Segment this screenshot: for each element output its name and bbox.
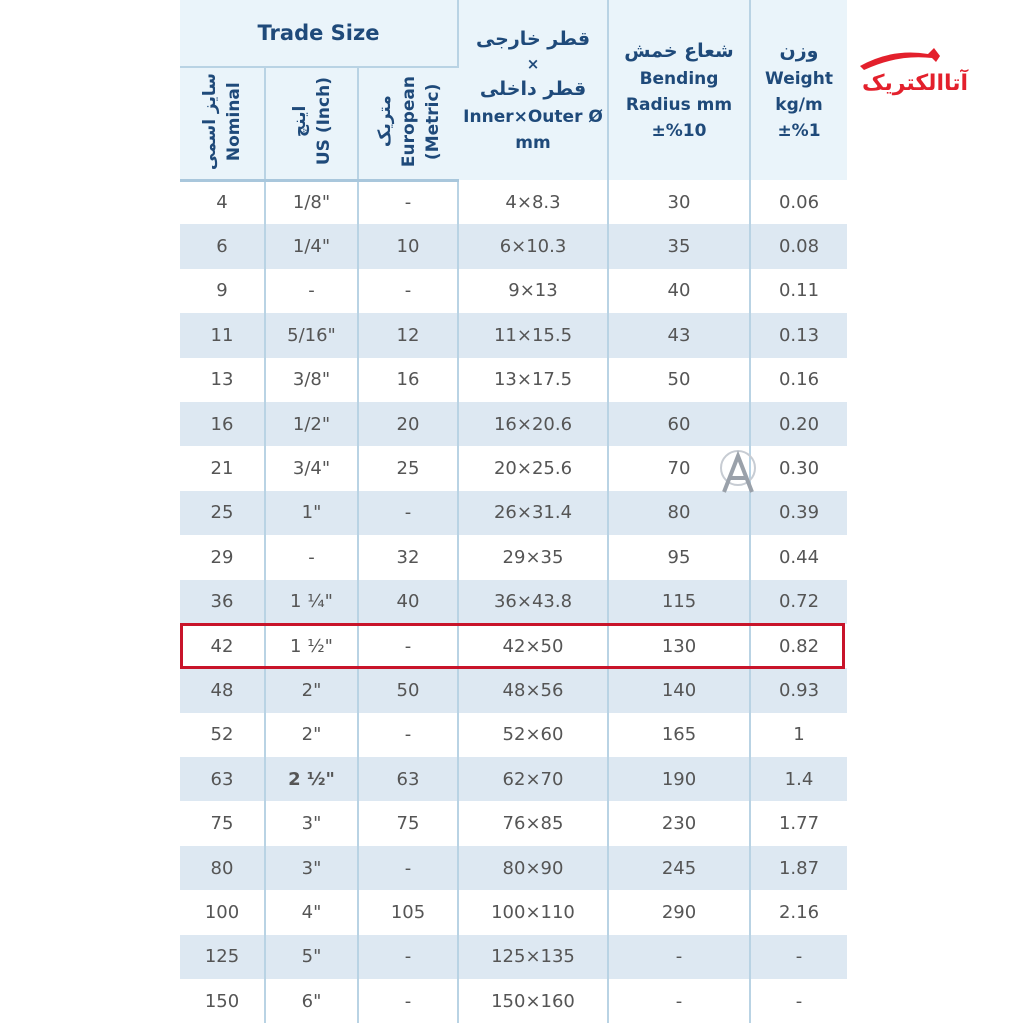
table-row-highlighted xyxy=(180,624,847,668)
logo-swoosh xyxy=(860,48,940,70)
cell-nominal: 80 xyxy=(180,846,265,890)
cell-diameter: 9×13 xyxy=(458,269,608,313)
cell-nominal: 13 xyxy=(180,358,265,402)
table-row xyxy=(180,713,847,757)
cell-nominal: 125 xyxy=(180,935,265,979)
cell-nominal: 150 xyxy=(180,979,265,1023)
cell-bending: 80 xyxy=(608,491,750,535)
watermark-icon xyxy=(708,444,768,500)
cell-bending: 50 xyxy=(608,358,750,402)
cell-diameter: 52×60 xyxy=(458,713,608,757)
metric-header-label xyxy=(373,76,445,167)
weight-en-label: Weight xyxy=(765,69,833,89)
cell-bending: 140 xyxy=(608,668,750,712)
cell-nominal: 6 xyxy=(180,224,265,268)
cell-weight: 1 xyxy=(750,713,847,757)
us-fa-label: اینچ xyxy=(289,105,310,137)
cell-weight: 0.11 xyxy=(750,269,847,313)
table-row xyxy=(180,535,847,579)
table-row xyxy=(180,224,847,268)
cell-weight: 1.77 xyxy=(750,801,847,845)
cell-us: 1" xyxy=(265,491,358,535)
weight-en-unit: kg/m xyxy=(775,95,823,115)
table-row xyxy=(180,313,847,357)
diameter-en-label: Inner×Outer Ø xyxy=(463,107,603,127)
table-row xyxy=(180,801,847,845)
cell-weight: 0.13 xyxy=(750,313,847,357)
cell-us: - xyxy=(265,535,358,579)
cell-metric: - xyxy=(358,491,458,535)
cell-us: 5/16" xyxy=(265,313,358,357)
cell-nominal: 100 xyxy=(180,890,265,934)
cell-weight: 0.30 xyxy=(750,446,847,490)
cell-us: 3" xyxy=(265,801,358,845)
cell-us: 1 ¼" xyxy=(265,580,358,624)
cell-diameter: 62×70 xyxy=(458,757,608,801)
table-row xyxy=(180,979,847,1023)
table-row xyxy=(180,757,847,801)
cell-weight: 0.82 xyxy=(750,624,847,668)
weight-fa-label: وزن xyxy=(779,40,819,62)
cell-weight: 0.20 xyxy=(750,402,847,446)
table-row xyxy=(180,402,847,446)
cell-weight: 2.16 xyxy=(750,890,847,934)
cell-metric: 25 xyxy=(358,446,458,490)
cell-nominal: 48 xyxy=(180,668,265,712)
diameter-fa-inner: قطر داخلی xyxy=(479,78,587,100)
table-row xyxy=(180,668,847,712)
cell-metric: 20 xyxy=(358,402,458,446)
metric-fa-label: متریک xyxy=(374,95,395,148)
cell-diameter: 11×15.5 xyxy=(458,313,608,357)
cell-bending: 190 xyxy=(608,757,750,801)
cell-bending: 230 xyxy=(608,801,750,845)
cell-metric: - xyxy=(358,269,458,313)
cell-nominal: 4 xyxy=(180,180,265,224)
cell-diameter: 42×50 xyxy=(458,624,608,668)
cell-us: 5" xyxy=(265,935,358,979)
cell-weight: 0.44 xyxy=(750,535,847,579)
cell-diameter: 26×31.4 xyxy=(458,491,608,535)
cell-us: 3/8" xyxy=(265,358,358,402)
cell-bending: 290 xyxy=(608,890,750,934)
cell-bending: 165 xyxy=(608,713,750,757)
weight-en-tolerance: ±%1 xyxy=(777,121,821,141)
cell-nominal: 75 xyxy=(180,801,265,845)
cell-diameter: 4×8.3 xyxy=(458,180,608,224)
cell-nominal: 52 xyxy=(180,713,265,757)
cell-metric: - xyxy=(358,180,458,224)
nominal-header-label xyxy=(198,73,246,170)
cell-weight: 0.06 xyxy=(750,180,847,224)
cell-us: 1/2" xyxy=(265,402,358,446)
cell-metric: 40 xyxy=(358,580,458,624)
spec-table-body xyxy=(180,180,847,1023)
metric-en-sublabel: (Metric) xyxy=(422,82,443,160)
cell-weight: 0.93 xyxy=(750,668,847,712)
nominal-en-label: Nominal xyxy=(224,81,244,161)
cell-weight: 1.4 xyxy=(750,757,847,801)
cell-nominal: 29 xyxy=(180,535,265,579)
cell-diameter: 125×135 xyxy=(458,935,608,979)
nominal-header xyxy=(180,67,265,180)
cell-bending: 40 xyxy=(608,269,750,313)
cell-us: 1/4" xyxy=(265,224,358,268)
cell-us: 1 ½" xyxy=(265,624,358,668)
table-row xyxy=(180,890,847,934)
cell-nominal: 25 xyxy=(180,491,265,535)
cell-metric: 12 xyxy=(358,313,458,357)
bending-header xyxy=(608,0,750,180)
cell-nominal: 21 xyxy=(180,446,265,490)
cell-us: - xyxy=(265,269,358,313)
table-row xyxy=(180,269,847,313)
cell-metric: 10 xyxy=(358,224,458,268)
cell-bending: 43 xyxy=(608,313,750,357)
cell-bending: - xyxy=(608,979,750,1023)
cell-metric: 16 xyxy=(358,358,458,402)
cell-metric: - xyxy=(358,624,458,668)
cell-weight: - xyxy=(750,935,847,979)
cell-us: 3/4" xyxy=(265,446,358,490)
conduit-spec-table xyxy=(180,0,847,1023)
cell-us: 1/8" xyxy=(265,180,358,224)
bending-en-tolerance: ±%10 xyxy=(651,121,707,141)
cell-nominal: 36 xyxy=(180,580,265,624)
cell-metric: - xyxy=(358,979,458,1023)
us-inch-header xyxy=(265,67,358,180)
cell-weight: - xyxy=(750,979,847,1023)
cell-diameter: 29×35 xyxy=(458,535,608,579)
cell-us: 4" xyxy=(265,890,358,934)
cell-weight: 0.39 xyxy=(750,491,847,535)
cell-diameter: 13×17.5 xyxy=(458,358,608,402)
cell-diameter: 76×85 xyxy=(458,801,608,845)
table-row xyxy=(180,846,847,890)
brand-logo xyxy=(852,44,978,100)
diameter-header xyxy=(458,0,608,180)
cell-metric: 32 xyxy=(358,535,458,579)
weight-header xyxy=(750,0,847,180)
cell-nominal: 9 xyxy=(180,269,265,313)
cell-nominal: 63 xyxy=(180,757,265,801)
cell-metric: 63 xyxy=(358,757,458,801)
cell-metric: 75 xyxy=(358,801,458,845)
trade-size-header xyxy=(180,0,458,67)
cell-metric: - xyxy=(358,713,458,757)
metric-header xyxy=(358,67,458,180)
cell-bending: 130 xyxy=(608,624,750,668)
cell-nominal: 11 xyxy=(180,313,265,357)
cell-bending: 245 xyxy=(608,846,750,890)
cell-bending: 115 xyxy=(608,580,750,624)
cell-diameter: 48×56 xyxy=(458,668,608,712)
bending-en-unit: Radius mm xyxy=(625,95,733,115)
diameter-times: × xyxy=(526,55,540,73)
cell-diameter: 150×160 xyxy=(458,979,608,1023)
cell-us: 2 ½" xyxy=(265,757,358,801)
cell-us: 2" xyxy=(265,668,358,712)
table-row xyxy=(180,358,847,402)
cell-metric: 105 xyxy=(358,890,458,934)
table-row xyxy=(180,580,847,624)
cell-weight: 0.72 xyxy=(750,580,847,624)
cell-weight: 0.08 xyxy=(750,224,847,268)
diameter-en-unit: mm xyxy=(515,133,551,153)
cell-weight: 1.87 xyxy=(750,846,847,890)
cell-us: 2" xyxy=(265,713,358,757)
us-header-label xyxy=(288,77,336,165)
bending-en-label: Bending xyxy=(639,69,719,89)
cell-diameter: 80×90 xyxy=(458,846,608,890)
cell-nominal: 42 xyxy=(180,624,265,668)
logo-text: آتاالکتریک xyxy=(861,71,969,96)
cell-diameter: 16×20.6 xyxy=(458,402,608,446)
us-en-label: US (Inch) xyxy=(313,77,334,166)
cell-metric: - xyxy=(358,846,458,890)
cell-nominal: 16 xyxy=(180,402,265,446)
cell-us: 3" xyxy=(265,846,358,890)
cell-bending: 30 xyxy=(608,180,750,224)
cell-diameter: 100×110 xyxy=(458,890,608,934)
cell-us: 6" xyxy=(265,979,358,1023)
cell-weight: 0.16 xyxy=(750,358,847,402)
diameter-fa-outer: قطر خارجی xyxy=(475,28,591,50)
cell-diameter: 36×43.8 xyxy=(458,580,608,624)
cell-bending: 95 xyxy=(608,535,750,579)
trade-size-title: Trade Size xyxy=(257,20,380,45)
table-row xyxy=(180,180,847,224)
cell-bending: 70 xyxy=(608,446,750,490)
cell-metric: 50 xyxy=(358,668,458,712)
cell-diameter: 6×10.3 xyxy=(458,224,608,268)
cell-metric: - xyxy=(358,935,458,979)
cell-diameter: 20×25.6 xyxy=(458,446,608,490)
cell-bending: 60 xyxy=(608,402,750,446)
cell-bending: 35 xyxy=(608,224,750,268)
cell-bending: - xyxy=(608,935,750,979)
nominal-fa-label: سایز اسمی xyxy=(200,72,220,170)
metric-en-label: European xyxy=(398,75,419,167)
bending-fa-label: شعاع خمش xyxy=(624,40,734,62)
table-row xyxy=(180,935,847,979)
